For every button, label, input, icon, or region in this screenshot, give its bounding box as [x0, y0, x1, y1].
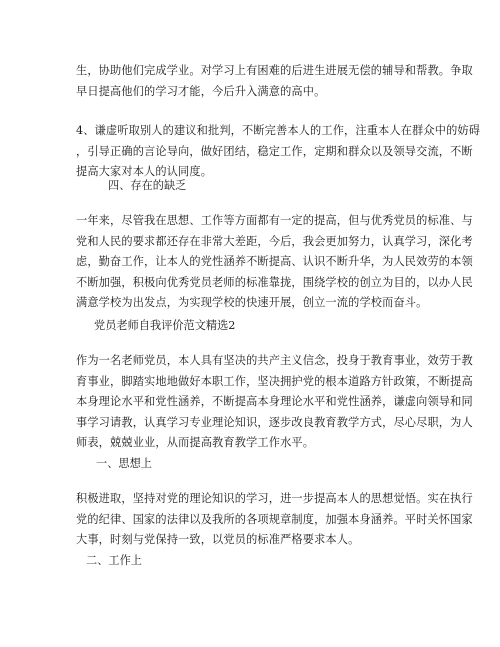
text-line: 党的纪律、国家的法律以及我所的各项规章制度，加强本身涵养。平时关怀国家 — [76, 512, 473, 526]
paragraph-tutoring — [76, 61, 473, 102]
paragraph-thought — [76, 489, 473, 551]
text-line: 虑，勤奋工作，让本人的党性涵养不断提高、认识不断升华，为人民效劳的本领 — [76, 255, 473, 268]
text-line: 党和人民的要求都还存在非常大差距，今后，我会更加努力，认真学习，深化考 — [76, 234, 473, 248]
text-line: 育事业，脚踏实地地做好本职工作，坚决拥护党的根本道路方针政策，不断提高 — [76, 374, 473, 388]
text-line: 早日提高他们的学习才能，今后升入满意的高中。 — [76, 84, 326, 98]
text-line: 生，协助他们完成学业。对学习上有困难的后进生进展无偿的辅导和帮教。争取 — [76, 64, 473, 77]
article-title-2: 党员老师自我评价范文精选2 — [94, 319, 236, 332]
text-line: 大事，时刻与党保持一致，以党员的标准严格要求本人。 — [76, 533, 360, 546]
text-line: 一年来，尽管我在思想、工作等方面都有一定的提高，但与优秀党员的标准、与 — [76, 214, 473, 227]
section-heading-shortcomings: 四、存在的缺乏 — [108, 179, 187, 192]
text-line: ，引导正确的言论导向，做好团结，稳定工作，定期和群众以及领导交流，不断 — [76, 144, 473, 158]
text-line: 本身理论水平和党性涵养，不断提高本身理论水平和党性涵养，谦虚向领导和同 — [76, 395, 473, 408]
text-line: 不断加强，积极向优秀党员老师的标准靠拢，围绕学校的创立为目的，以办人民 — [76, 275, 473, 289]
section-heading-thought: 一、思想上 — [96, 457, 152, 470]
text-line: 满意学校为出发点，为实现学校的快速开展，创立一流的学校而奋斗。 — [76, 296, 428, 309]
text-line: 积极进取，坚持对党的理论知识的学习，进一步提高本人的思想觉悟。实在执行 — [76, 492, 473, 505]
section-heading-work: 二、工作上 — [86, 554, 142, 567]
text-line: 事学习请教，认真学习专业理论知识，逐步改良教育教学方式，尽心尽职，为人 — [76, 415, 473, 429]
text-line: 提高大家对本人的认同度。 — [76, 165, 213, 178]
paragraph-teacher-intro — [76, 351, 473, 454]
text-line: 作为一名老师党员，本人具有坚决的共产主义信念，投身于教育事业，效劳于教 — [76, 354, 473, 367]
text-line: 师表，兢兢业业，从而提高教育教学工作水平。 — [76, 436, 315, 449]
paragraph-shortcomings — [76, 211, 473, 314]
text-line: 4、谦虚听取别人的建议和批判，不断完善本人的工作，注重本人在群众中的妨碍 — [76, 124, 481, 137]
paragraph-item-4 — [76, 121, 481, 183]
